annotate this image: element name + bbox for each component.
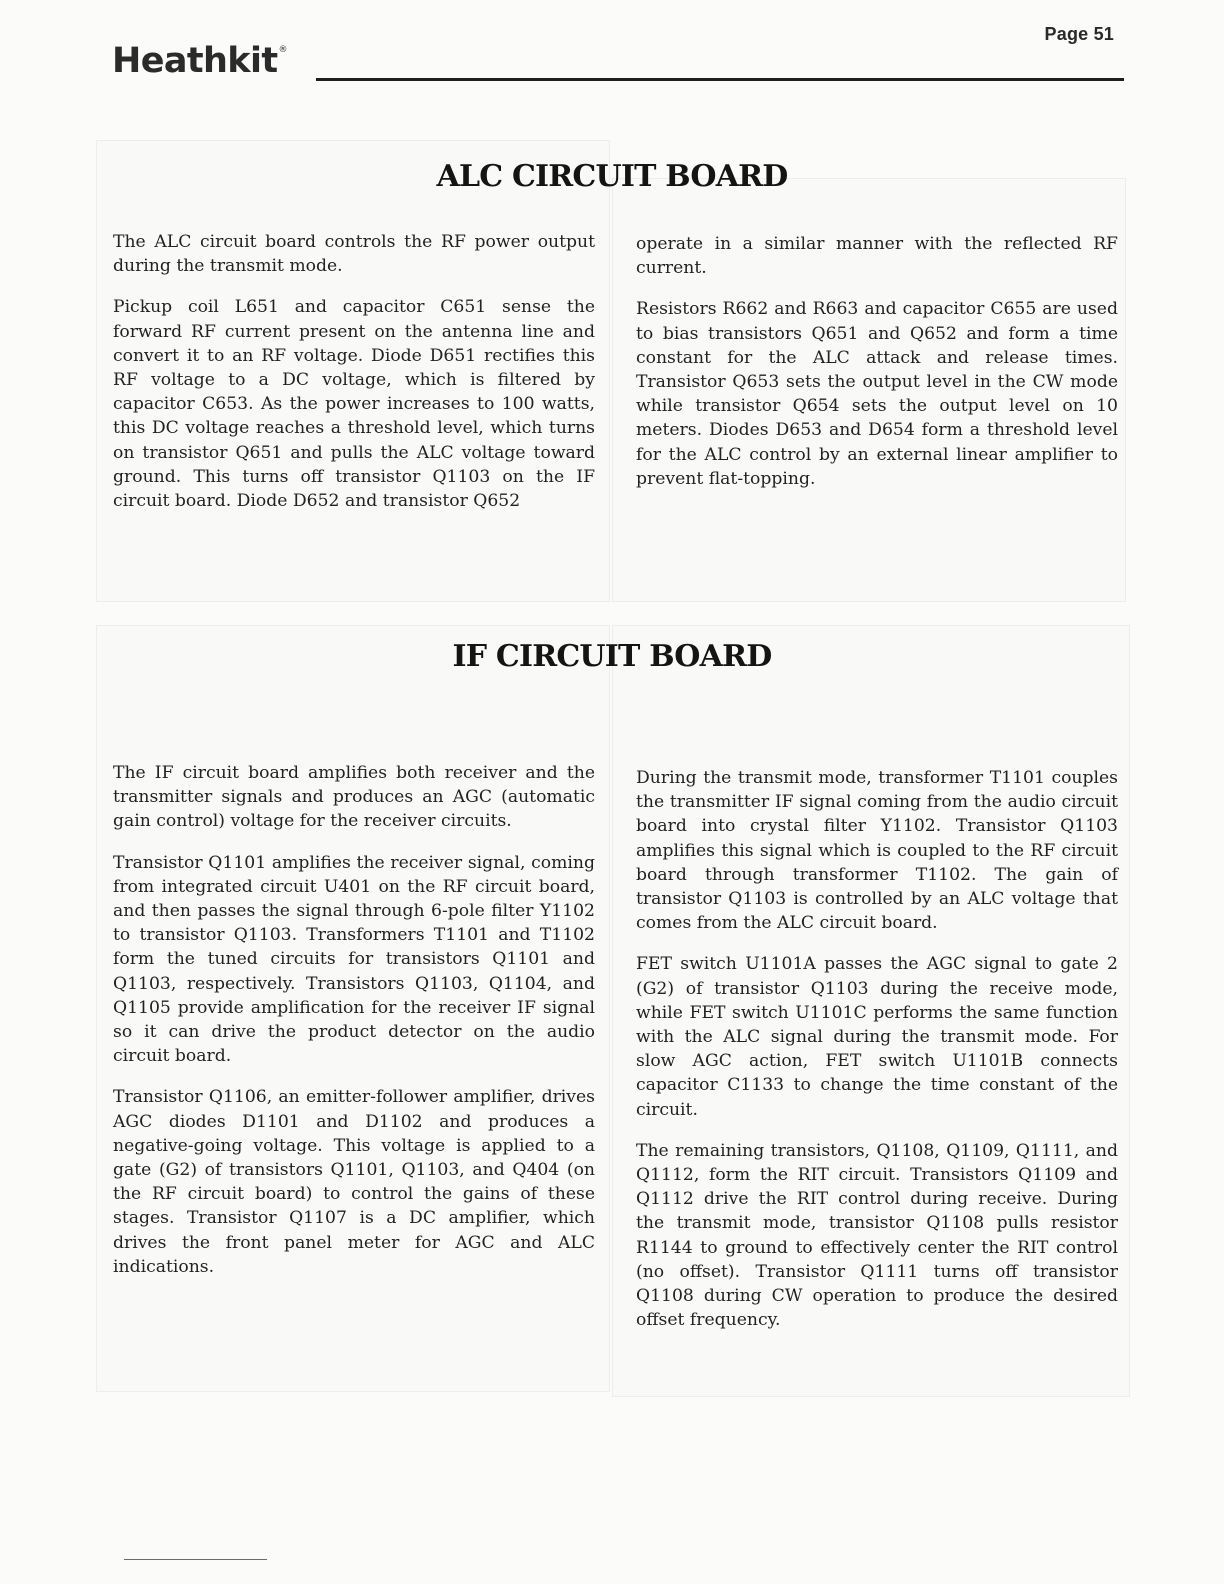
paragraph: operate in a similar manner with the reflected RF current. [636, 234, 1118, 279]
heathkit-logo [112, 41, 287, 81]
header-rule [316, 78, 1124, 81]
registered-mark: ® [278, 45, 287, 55]
footer-rule [124, 1559, 267, 1560]
paragraph: The remaining transistors, Q1108, Q1109, Q1111, and Q1112, form the RIT circuit. Transistors Q1109 and Q1112 drive the RIT control during receive. During the transmit mode, transistor Q1108 pulls resistor R1144 to ground to effectively center the RIT control (no offset). Transistor Q1111 turns off transistor Q1108 during CW operation to produce the desired offset frequency. [636, 1140, 1118, 1331]
paragraph: The ALC circuit board controls the RF power output during the transmit mode. [113, 232, 595, 277]
if-section-title: IF CIRCUIT BOARD [452, 639, 772, 674]
paragraph: Transistor Q1101 amplifies the receiver signal, coming from integrated circuit U401 on the RF circuit board, and then passes the signal through 6-pole filter Y1102 to transistor Q1103. Transformers T1101 and T1102 form the tuned circuits for transistors Q1101 and Q1103, respectively. Transistors Q1103, Q1104, and Q1105 provide amplification for the receiver IF signal so it can drive the product detector on the audio circuit board. [113, 852, 595, 1067]
paragraph: During the transmit mode, transformer T1101 couples the transmitter IF signal coming from the audio circuit board into crystal filter Y1102. Transistor Q1103 amplifies this signal which is coupled to the RF circuit board through transformer T1102. The gain of transistor Q1103 is controlled by an ALC voltage that comes from the ALC circuit board. [636, 768, 1118, 934]
alc-right-column [636, 232, 1118, 508]
paragraph: Transistor Q1106, an emitter-follower amplifier, drives AGC diodes D1101 and D1102 and produces a negative-going voltage. This voltage is applied to a gate (G2) of transistors Q1101, Q1103, and Q404 (on the RF circuit board) to control the gains of these stages. Transistor Q1107 is a DC amplifier, which drives the front panel meter for AGC and ALC indications. [113, 1087, 595, 1277]
if-left-column [113, 761, 595, 1296]
brand-name: Heathkit [112, 41, 278, 81]
paragraph: FET switch U1101A passes the AGC signal to gate 2 (G2) of transistor Q1103 during the receive mode, while FET switch U1101C performs the same function with the ALC signal during the transmit mode. For slow AGC action, FET switch U1101B connects capacitor C1133 to change the time constant of the circuit. [636, 954, 1118, 1120]
page-number: Page 51 [1044, 24, 1114, 44]
alc-section-title: ALC CIRCUIT BOARD [436, 159, 788, 194]
if-right-column [636, 766, 1118, 1349]
paragraph: The IF circuit board amplifies both receiver and the transmitter signals and produces an AGC (automatic gain control) voltage for the receiver circuits. [113, 763, 595, 832]
alc-left-column [113, 230, 595, 530]
paragraph: Pickup coil L651 and capacitor C651 sense the forward RF current present on the antenna line and convert it to an RF voltage. Diode D651 rectifies this RF voltage to a DC voltage, which is filtered by capacitor C653. As the power increases to 100 watts, this DC voltage reaches a threshold level, which turns on transistor Q651 and pulls the ALC voltage toward ground. This turns off transistor Q1103 on the IF circuit board. Diode D652 and transistor Q652 [113, 297, 595, 512]
paragraph: Resistors R662 and R663 and capacitor C655 are used to bias transistors Q651 and Q652 and form a time constant for the ALC attack and release times. Transistor Q653 sets the output level in the CW mode while transistor Q654 sets the output level on 10 meters. Diodes D653 and D654 form a threshold level for the ALC control by an external linear amplifier to prevent flat-topping. [636, 299, 1118, 489]
